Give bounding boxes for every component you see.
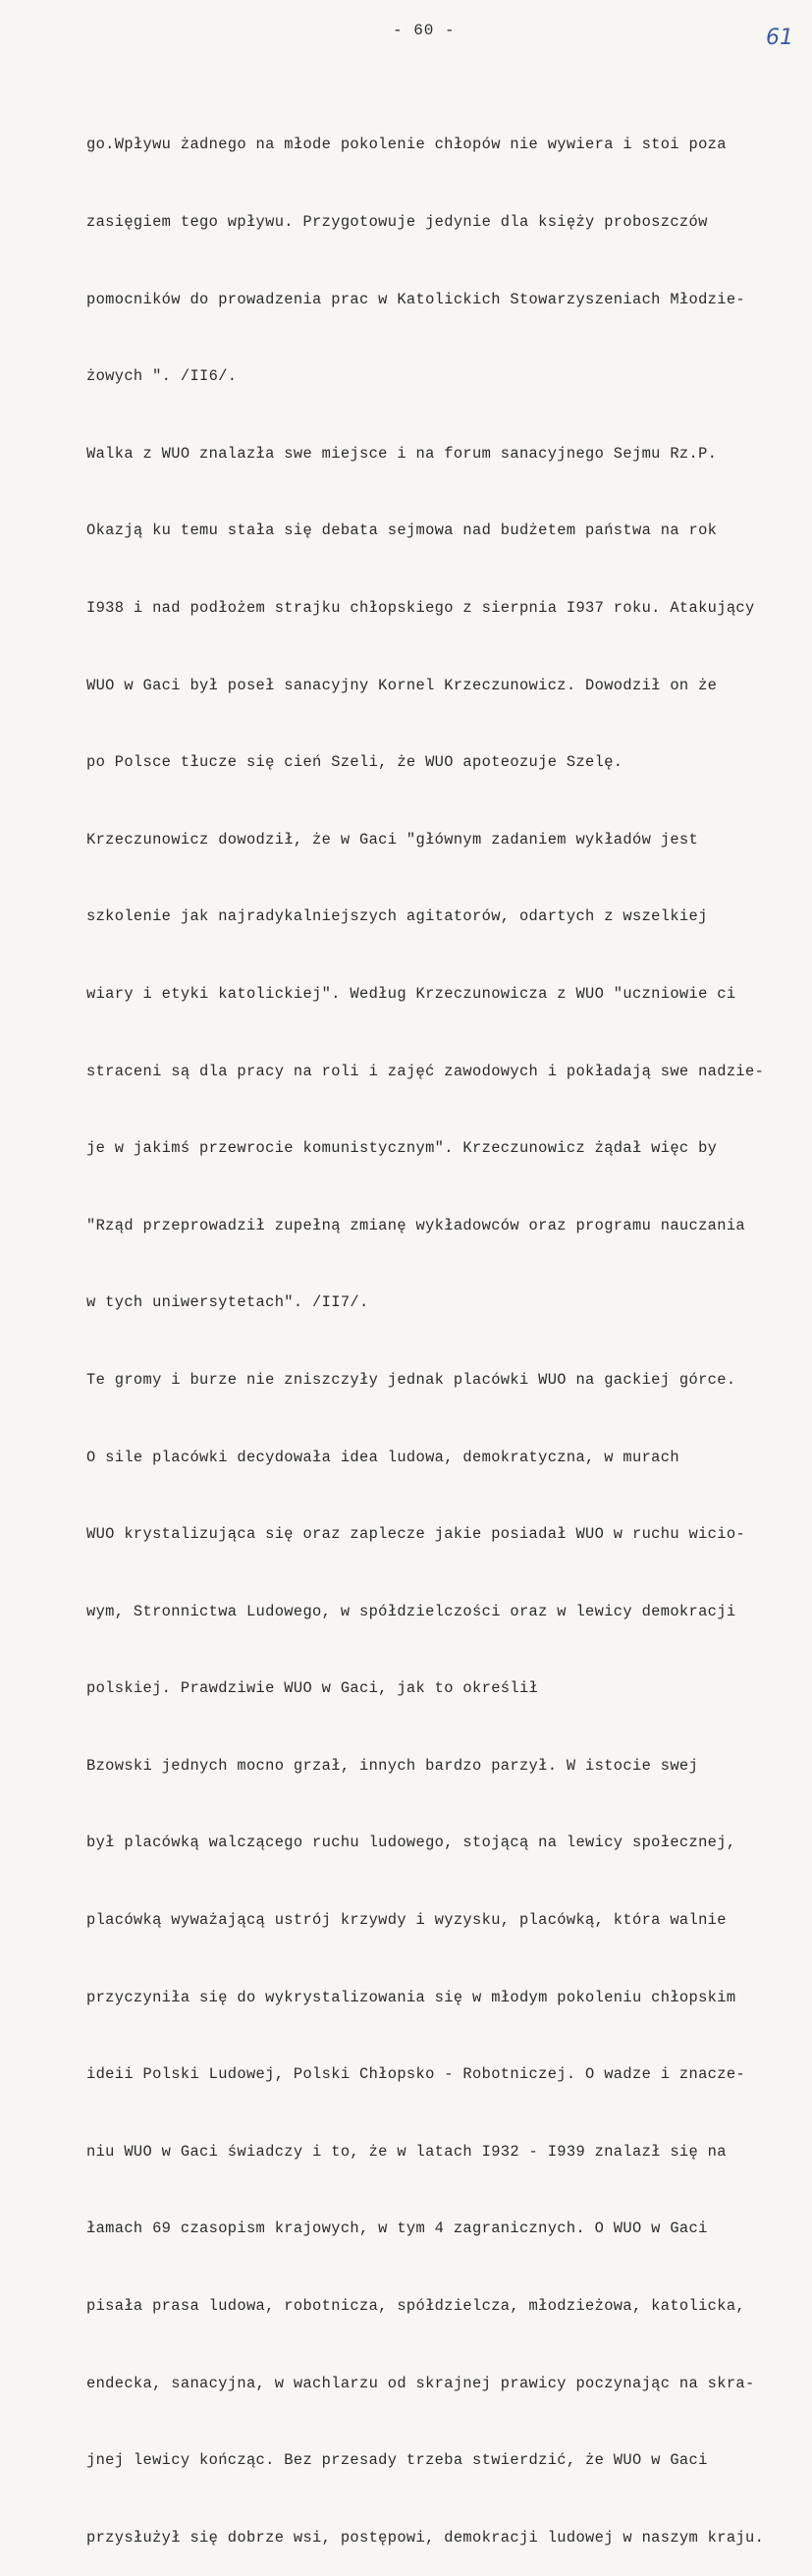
text-line: placówką wyważającą ustrój krzywdy i wyzysku, placówką, która walnie: [86, 1911, 727, 1930]
text-line: niu WUO w Gaci świadczy i to, że w latach I932 - I939 znalazł się na: [86, 2142, 727, 2161]
handwritten-page-number: 61: [766, 26, 793, 50]
text-line: łamach 69 czasopism krajowych, w tym 4 zagranicznych. O WUO w Gaci: [86, 2220, 708, 2238]
text-line: pisała prasa ludowa, robotnicza, spółdzielcza, młodzieżowa, katolicka,: [86, 2297, 746, 2316]
text-line: zasięgiem tego wpływu. Przygotowuje jedynie dla księży proboszczów: [86, 213, 708, 231]
text-line: Walka z WUO znalazła swe miejsce i na forum sanacyjnego Sejmu Rz.P.: [86, 444, 718, 463]
text-line: wym, Stronnictwa Ludowego, w spółdzielczości oraz w lewicy demokracji: [86, 1602, 736, 1620]
text-line: pomocników do prowadzenia prac w Katolickich Stowarzyszeniach Młodzie-: [86, 290, 746, 308]
text-line: straceni są dla pracy na roli i zajęć zawodowych i pokładają swe nadzie-: [86, 1062, 765, 1080]
text-line: Te gromy i burze nie zniszczyły jednak placówki WUO na gackiej górce.: [86, 1370, 736, 1389]
text-line: ideii Polski Ludowej, Polski Chłopsko - Robotniczej. O wadze i znacze-: [86, 2065, 746, 2084]
text-line: jnej lewicy kończąc. Bez przesady trzeba stwierdzić, że WUO w Gaci: [86, 2451, 708, 2470]
text-line: Okazją ku temu stała się debata sejmowa nad budżetem państwa na rok: [86, 521, 718, 540]
text-line: WUO w Gaci był poseł sanacyjny Kornel Krzeczunowicz. Dowodził on że: [86, 676, 718, 694]
text-line: je w jakimś przewrocie komunistycznym". Krzeczunowicz żądał więc by: [86, 1139, 718, 1158]
text-line: żowych ". /II6/.: [86, 367, 238, 386]
text-line: I938 i nad podłożem strajku chłopskiego z sierpnia I937 roku. Atakujący: [86, 598, 755, 617]
text-line: O sile placówki decydowała idea ludowa, demokratyczna, w murach: [86, 1448, 679, 1466]
text-line: po Polsce tłucze się cień Szeli, że WUO apoteozuje Szelę.: [86, 753, 623, 772]
text-line: był placówką walczącego ruchu ludowego, stojącą na lewicy społecznej,: [86, 1834, 736, 1852]
text-line: Krzeczunowicz dowodził, że w Gaci "głównym zadaniem wykładów jest: [86, 830, 699, 849]
text-line: Bzowski jednych mocno grzał, innych bardzo parzył. W istocie swej: [86, 1756, 699, 1775]
text-line: "Rząd przeprowadził zupełną zmianę wykładowców oraz programu nauczania: [86, 1216, 746, 1234]
text-line: WUO krystalizująca się oraz zaplecze jakie posiadał WUO w ruchu wicio-: [86, 1525, 746, 1544]
page-number: - 60 -: [393, 22, 456, 39]
text-line: wiary i etyki katolickiej". Według Krzeczunowicza z WUO "uczniowie ci: [86, 984, 736, 1003]
text-line: szkolenie jak najradykalniejszych agitatorów, odartych z wszelkiej: [86, 907, 708, 926]
text-line: polskiej. Prawdziwie WUO w Gaci, jak to określił: [86, 1679, 539, 1698]
typed-text-body: [86, 81, 808, 2576]
text-line: go.Wpływu żadnego na młode pokolenie chłopów nie wywiera i stoi poza: [86, 136, 727, 154]
text-line: w tych uniwersytetach". /II7/.: [86, 1293, 369, 1312]
text-line: endecka, sanacyjna, w wachlarzu od skrajnej prawicy poczynając na skra-: [86, 2374, 755, 2392]
text-line: przysłużył się dobrze wsi, postępowi, demokracji ludowej w naszym kraju.: [86, 2528, 765, 2547]
text-line: przyczyniła się do wykrystalizowania się w młodym pokoleniu chłopskim: [86, 1988, 736, 2006]
